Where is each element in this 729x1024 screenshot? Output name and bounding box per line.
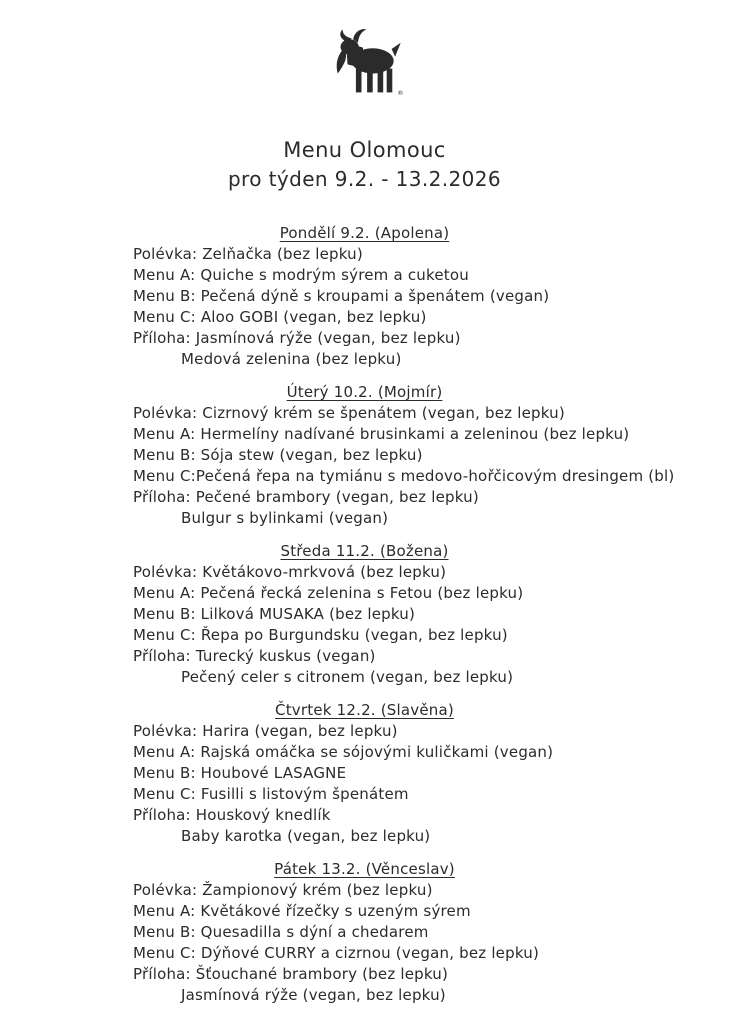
registered-mark: ® bbox=[396, 90, 403, 98]
menu-line-soup: Polévka: Žampionový krém (bez lepku) bbox=[133, 881, 433, 899]
menu-line-a: Menu A: Pečená řecká zelenina s Fetou (bez lepku) bbox=[133, 584, 524, 602]
menu-line-side: Příloha: Pečené brambory (vegan, bez lepku) bbox=[133, 488, 479, 506]
menu-line-soup: Polévka: Květákovo-mrkvová (bez lepku) bbox=[133, 563, 447, 581]
page-title: Menu Olomouc bbox=[283, 138, 446, 162]
day-heading: Úterý 10.2. (Mojmír) bbox=[286, 383, 443, 401]
day-heading: Pondělí 9.2. (Apolena) bbox=[279, 224, 450, 242]
menu-line-side: Příloha: Šťouchané brambory (bez lepku) bbox=[133, 965, 449, 983]
menu-line-side: Příloha: Jasmínová rýže (vegan, bez lepku) bbox=[133, 329, 461, 347]
day-heading: Středa 11.2. (Božena) bbox=[280, 542, 449, 560]
menu-body bbox=[0, 223, 729, 1006]
document-header bbox=[0, 0, 729, 191]
menu-line-soup: Polévka: Cizrnový krém se špenátem (vegan, bez lepku) bbox=[133, 404, 565, 422]
menu-line-b: Menu B: Quesadilla s dýní a chedarem bbox=[133, 923, 429, 941]
menu-line-b: Menu B: Sója stew (vegan, bez lepku) bbox=[133, 446, 423, 464]
day-section-tuesday bbox=[0, 382, 729, 529]
day-section-wednesday bbox=[0, 541, 729, 688]
day-section-monday bbox=[0, 223, 729, 370]
menu-line-side-2: Bulgur s bylinkami (vegan) bbox=[181, 509, 389, 527]
goat-logo bbox=[326, 28, 404, 98]
menu-line-a: Menu A: Rajská omáčka se sójovými kuličkami (vegan) bbox=[133, 743, 554, 761]
day-section-friday bbox=[0, 859, 729, 1006]
menu-line-soup: Polévka: Zelňačka (bez lepku) bbox=[133, 245, 363, 263]
day-heading: Čtvrtek 12.2. (Slavěna) bbox=[275, 701, 454, 719]
menu-line-c: Menu C:Pečená řepa na tymiánu s medovo-hořčicovým dresingem (bl) bbox=[133, 467, 675, 485]
menu-line-side: Příloha: Turecký kuskus (vegan) bbox=[133, 647, 376, 665]
menu-line-side-2: Baby karotka (vegan, bez lepku) bbox=[181, 827, 431, 845]
menu-line-b: Menu B: Pečená dýně s kroupami a špenátem (vegan) bbox=[133, 287, 550, 305]
menu-line-c: Menu C: Řepa po Burgundsku (vegan, bez lepku) bbox=[133, 626, 508, 644]
menu-line-side-2: Medová zelenina (bez lepku) bbox=[181, 350, 402, 368]
menu-line-a: Menu A: Hermelíny nadívané brusinkami a zeleninou (bez lepku) bbox=[133, 425, 630, 443]
menu-line-a: Menu A: Quiche s modrým sýrem a cuketou bbox=[133, 266, 469, 284]
page-subtitle: pro týden 9.2. - 13.2.2026 bbox=[227, 167, 502, 191]
goat-icon bbox=[326, 28, 404, 98]
menu-line-side-2: Pečený celer s citronem (vegan, bez lepku) bbox=[181, 668, 514, 686]
menu-line-b: Menu B: Houbové LASAGNE bbox=[133, 764, 347, 782]
menu-line-c: Menu C: Dýňové CURRY a cizrnou (vegan, bez lepku) bbox=[133, 944, 540, 962]
menu-line-soup: Polévka: Harira (vegan, bez lepku) bbox=[133, 722, 398, 740]
menu-line-a: Menu A: Květákové řízečky s uzeným sýrem bbox=[133, 902, 471, 920]
menu-line-b: Menu B: Lilková MUSAKA (bez lepku) bbox=[133, 605, 416, 623]
day-heading: Pátek 13.2. (Věnceslav) bbox=[274, 860, 455, 878]
day-section-thursday bbox=[0, 700, 729, 847]
menu-line-c: Menu C: Fusilli s listovým špenátem bbox=[133, 785, 409, 803]
menu-line-side-2: Jasmínová rýže (vegan, bez lepku) bbox=[181, 986, 446, 1004]
menu-line-side: Příloha: Houskový knedlík bbox=[133, 806, 331, 824]
menu-line-c: Menu C: Aloo GOBI (vegan, bez lepku) bbox=[133, 308, 427, 326]
